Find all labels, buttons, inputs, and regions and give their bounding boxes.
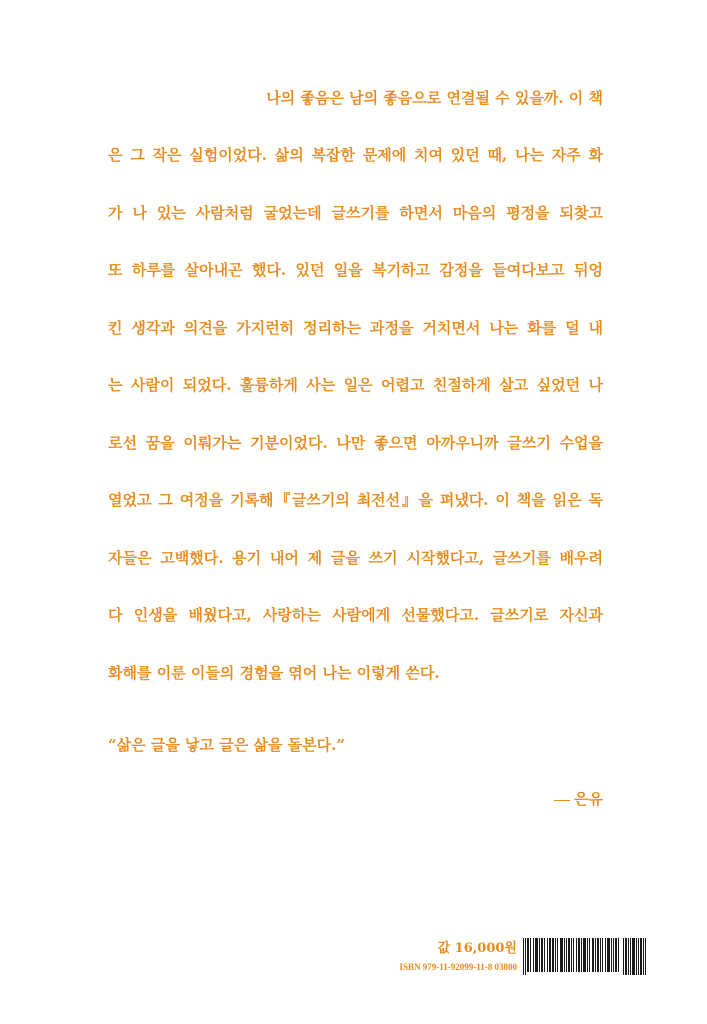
barcode-addon-bar [640, 938, 642, 975]
barcode-addon-bar [630, 938, 631, 975]
barcode-bar [592, 938, 594, 972]
barcode-addon-bar [643, 938, 644, 975]
isbn-label: ISBN 979-11-92099-11-8 03800 [399, 962, 517, 972]
barcode-addon-bar [628, 938, 629, 975]
barcode-addon-bar [636, 938, 637, 975]
barcode-addon-bar [645, 938, 646, 975]
body-line-11: 화해를 이룬 이들의 경험을 엮어 나는 이렇게 쓴다. [108, 664, 440, 682]
quote: “삶은 글을 낳고 글은 삶을 돌본다.” [108, 736, 345, 754]
author-name: 은유 [574, 790, 603, 808]
body-line-8: 열었고 그 여정을 기록해『글쓰기의 최전선』을 펴냈다. 이 책을 읽은 독 [108, 491, 603, 509]
barcode-bar [571, 938, 572, 972]
body-line-1: 나의 좋음은 남의 좋음으로 연결될 수 있을까. 이 책 [266, 89, 603, 107]
barcode-bar [547, 938, 548, 972]
barcode-bar [527, 938, 529, 972]
barcode-main-bars [523, 938, 619, 975]
barcode-bar [597, 938, 599, 972]
barcode-bar [566, 938, 567, 972]
barcode-bar [618, 938, 619, 972]
barcode-bar [533, 938, 534, 972]
barcode-bar [587, 938, 588, 972]
barcode-bar [578, 938, 580, 972]
barcode-bar [541, 938, 543, 972]
body-line-6: 는 사람이 되었다. 훌륭하게 사는 일은 어렵고 친절하게 살고 싶었던 나 [108, 376, 603, 394]
barcode-bar [539, 938, 540, 972]
price-label: 값 16,000원 [437, 941, 517, 956]
barcode-bar [611, 938, 612, 972]
barcode-bar [552, 938, 554, 972]
author-signature [554, 789, 603, 809]
barcode-bar [576, 938, 577, 972]
barcode-addon-bar [625, 938, 627, 975]
barcode-bar [564, 938, 565, 972]
barcode-bar [544, 938, 545, 972]
barcode-bar [602, 938, 603, 972]
body-line-10: 다 인생을 배웠다고, 사랑하는 사람에게 선물했다고. 글쓰기로 자신과 [108, 606, 603, 624]
em-dash [554, 800, 570, 801]
barcode-bar [595, 938, 596, 972]
barcode-bar [581, 938, 582, 972]
body-line-5: 킨 생각과 의견을 가지런히 정리하는 과정을 거치면서 나는 화를 덜 내 [108, 319, 603, 337]
barcode-bar [535, 938, 538, 972]
barcode-bar [523, 938, 524, 975]
barcode-addon-bars [623, 938, 646, 975]
barcode-bar [615, 938, 617, 972]
body-line-3: 가 나 있는 사람처럼 굴었는데 글쓰기를 하면서 마음의 평정을 되찾고 [108, 204, 603, 222]
barcode-bar [525, 938, 526, 975]
barcode-bar [589, 938, 590, 972]
barcode-bar [549, 938, 551, 972]
barcode-bar [605, 938, 606, 972]
barcode-addon-bar [632, 938, 635, 975]
barcode-bar [555, 938, 556, 972]
body-line-2: 은 그 작은 실험이었다. 삶의 복잡한 문제에 치여 있던 때, 나는 자주 화 [108, 146, 603, 164]
barcode-bar [583, 938, 586, 972]
barcode-bar [568, 938, 570, 972]
barcode-addon-bar [638, 938, 639, 975]
barcode-bar [600, 938, 601, 972]
barcode-bar [560, 938, 563, 972]
body-line-9: 자들은 고백했다. 용기 내어 제 글을 쓰기 시작했다고, 글쓰기를 배우려 [108, 549, 603, 567]
barcode-bar [613, 938, 614, 972]
body-line-7: 로선 꿈을 이뤄가는 기분이었다. 나만 좋으면 아까우니까 글쓰기 수업을 [108, 434, 603, 452]
body-line-4: 또 하루를 살아내곤 했다. 있던 일을 복기하고 감정을 들여다보고 뒤엉 [108, 261, 603, 279]
barcode-icon [523, 938, 646, 975]
barcode-bar [530, 938, 531, 972]
barcode-bar [607, 938, 610, 972]
barcode-addon-bar [623, 938, 624, 975]
barcode-bar [557, 938, 558, 972]
barcode-bar [573, 938, 574, 972]
